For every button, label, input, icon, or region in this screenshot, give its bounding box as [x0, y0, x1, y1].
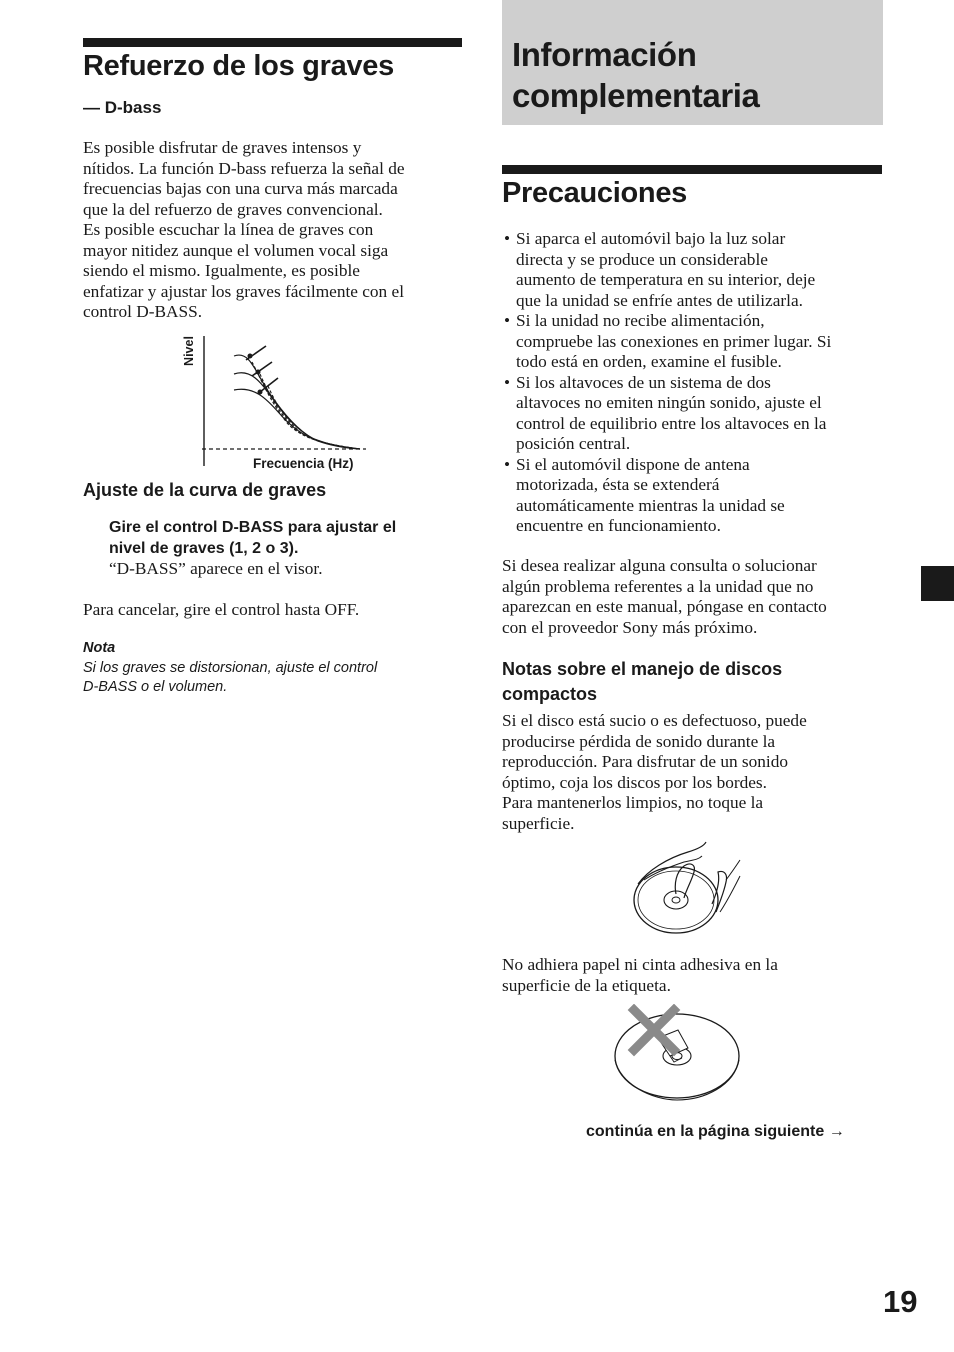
disc-hand-illustration	[628, 840, 748, 940]
left-title-rule	[83, 38, 462, 47]
bullet-mark: •	[504, 454, 511, 474]
text-line: Si el automóvil dispone de antena	[516, 454, 750, 474]
banner-title-line: complementaria	[512, 77, 760, 114]
disc-no-tape-illustration	[612, 1004, 742, 1104]
banner-title-line: Información	[512, 36, 697, 73]
contact-paragraph	[502, 556, 892, 638]
text-line: D-BASS o el volumen.	[83, 678, 228, 695]
text-line: encuentre en funcionamiento.	[516, 516, 721, 535]
text-line: posición central.	[516, 434, 631, 453]
bullet-mark: •	[504, 311, 511, 330]
text-line: reproducción. Para disfrutar de un sonido	[502, 752, 789, 771]
continue-note	[586, 1123, 845, 1141]
text-line: control de equilibrio entre los altavoces en la	[516, 413, 827, 433]
text-line: siendo el mismo. Igualmente, es posible	[83, 261, 360, 280]
text-line: Gire el control D-BASS para ajustar el	[109, 519, 397, 536]
list-item	[502, 455, 892, 537]
text-line: nítidos. La función D-bass refuerza la señal de	[83, 158, 405, 178]
text-line: Si la unidad no recibe alimentación,	[516, 311, 765, 330]
text-line: Para mantenerlos limpios, no toque la	[502, 793, 764, 812]
section-banner	[502, 0, 883, 125]
text-line: todo está en orden, examine el fusible.	[516, 352, 782, 371]
text-line: enfatizar y ajustar los graves fácilmente con el	[83, 281, 404, 301]
text-line: control D-BASS.	[83, 302, 203, 321]
text-line: superficie.	[502, 813, 575, 833]
curve-adjust-heading: Ajuste de la curva de graves	[83, 480, 327, 500]
left-intro-paragraph	[83, 138, 463, 323]
text-line: Si el disco está sucio o es defectuoso, puede	[502, 711, 807, 730]
text-line: algún problema referentes a la unidad que no	[502, 576, 814, 596]
text-line: que la unidad se enfríe antes de utilizarla.	[516, 290, 803, 310]
bullet-mark: •	[504, 229, 511, 248]
text-line: Si desea realizar alguna consulta o solucionar	[502, 556, 817, 575]
page-number: 19	[883, 1284, 918, 1319]
step-instruction	[109, 517, 469, 558]
text-line: mayor nitidez aunque el volumen vocal siga	[83, 240, 389, 260]
text-line: Si los altavoces de un sistema de dos	[516, 372, 771, 392]
text-line: que la del refuerzo de graves convencional.	[83, 199, 383, 219]
list-item	[502, 373, 892, 455]
text-line: con el proveedor Sony más próximo.	[502, 617, 758, 637]
right-title-rule	[502, 165, 882, 174]
dbass-diagram	[180, 332, 380, 478]
list-item	[502, 311, 892, 373]
heading-line: Notas sobre el manejo de discos	[502, 659, 783, 679]
disc-handling-paragraph	[502, 711, 892, 834]
precautions-title: Precauciones	[502, 177, 687, 209]
arrow-right-icon: →	[828, 1123, 845, 1140]
text-line: Si aparca el automóvil bajo la luz solar	[516, 229, 786, 248]
heading-line: compactos	[502, 684, 598, 704]
text-line: aumento de temperatura en su interior, deje	[516, 270, 816, 289]
text-line: No adhiera papel ni cinta adhesiva en la	[502, 955, 778, 974]
precautions-list	[502, 229, 892, 537]
diagram-x-axis-label: Frecuencia (Hz)	[253, 456, 354, 471]
cancel-instruction: Para cancelar, gire el control hasta OFF.	[83, 600, 360, 619]
text-line: aparezcan en este manual, póngase en contacto	[502, 597, 827, 616]
text-line: compruebe las conexiones en primer lugar. Si	[516, 331, 832, 351]
text-line: motorizada, ésta se extenderá	[516, 475, 720, 494]
disc-notes-heading	[502, 657, 782, 707]
text-line: automáticamente mientras la unidad se	[516, 495, 785, 515]
note-text	[83, 659, 377, 696]
text-line: frecuencias bajas con una curva más marcada	[83, 179, 398, 198]
text-line: superficie de la etiqueta.	[502, 975, 671, 995]
diagram-y-axis-label: Nivel	[181, 336, 196, 366]
text-line: Si los graves se distorsionan, ajuste el control	[83, 660, 378, 676]
text-line: directa y se produce un considerable	[516, 249, 768, 269]
text-line: producirse pérdida de sonido durante la	[502, 731, 776, 751]
bullet-mark: •	[504, 372, 511, 392]
continue-text: continúa en la página siguiente	[586, 1123, 825, 1140]
step-result: “D-BASS” aparece en el visor.	[109, 559, 323, 578]
note-label: Nota	[83, 640, 116, 656]
text-line: altavoces no emiten ningún sonido, ajuste el	[516, 393, 822, 412]
left-page-title: Refuerzo de los graves	[83, 50, 394, 82]
section-thumb-tab	[921, 566, 954, 601]
label-warning-paragraph	[502, 955, 892, 996]
left-subtitle: — D-bass	[83, 98, 162, 117]
banner-title	[512, 34, 760, 116]
text-line: nivel de graves (1, 2 o 3).	[109, 539, 299, 557]
list-item	[502, 229, 892, 311]
text-line: óptimo, coja los discos por los bordes.	[502, 772, 767, 792]
text-line: Es posible escuchar la línea de graves con	[83, 220, 374, 239]
text-line: Es posible disfrutar de graves intensos y	[83, 138, 362, 157]
